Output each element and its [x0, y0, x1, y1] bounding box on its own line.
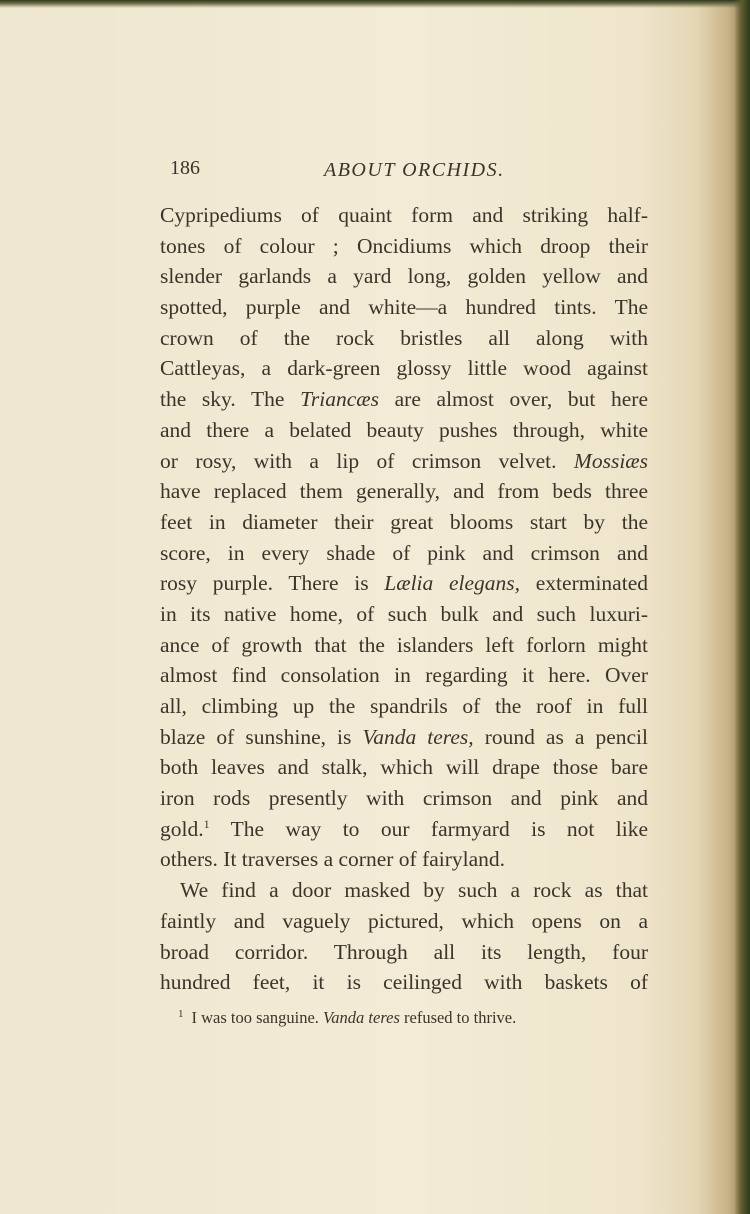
body-text: [160, 200, 648, 998]
page-number: 186: [170, 157, 200, 179]
text-line: [160, 660, 648, 691]
text-line: [160, 844, 648, 875]
text-segment: the sky. The: [160, 387, 301, 412]
footnote-reference: 1: [203, 816, 210, 831]
text-line: [160, 415, 648, 446]
text-segment: round as a pencil: [473, 724, 649, 749]
text-line: [160, 231, 648, 262]
text-line: [160, 722, 648, 753]
page-top-shadow: [0, 0, 750, 8]
text-line: [160, 752, 648, 783]
text-line-content: iron rods presently with crimson and pink and: [160, 786, 648, 811]
text-line: [160, 906, 648, 937]
text-line: [160, 630, 648, 661]
text-line: [160, 507, 648, 538]
text-line: [160, 814, 648, 845]
text-segment: blaze of sunshine, is: [160, 724, 363, 749]
text-line-content: almost find consolation in regarding it here. Over: [160, 663, 648, 688]
text-segment: or rosy, with a lip of crimson velvet.: [160, 448, 574, 473]
text-line-content: all, climbing up the spandrils of the roof in full: [160, 694, 648, 718]
italic-segment: Triancæs: [300, 387, 379, 412]
text-segment: are almost over, but here: [378, 387, 648, 412]
text-line: [160, 384, 648, 415]
text-line-content: Cattleyas, a dark-green glossy little wood against: [160, 356, 648, 381]
page-header: [170, 157, 650, 187]
footnote-mark: 1: [178, 1008, 184, 1020]
text-line: [160, 261, 648, 292]
text-line: [160, 323, 648, 354]
footnote: [178, 1008, 516, 1028]
italic-segment: Vanda teres,: [362, 724, 474, 749]
text-line: [160, 353, 648, 384]
text-line: [160, 783, 648, 814]
footnote-text-after: refused to thrive.: [399, 1008, 517, 1027]
text-line: [160, 476, 648, 507]
text-line-content: in its native home, of such bulk and such luxuri-: [160, 601, 648, 626]
text-line: [160, 691, 648, 722]
text-segment: gold.: [160, 816, 204, 841]
italic-segment: Mossiæs: [573, 448, 648, 473]
text-line-content: spotted, purple and white—a hundred tints. The: [160, 295, 648, 320]
text-line-content: ance of growth that the islanders left forlorn might: [160, 632, 648, 657]
page-binding-edge: [734, 0, 750, 1214]
text-segment: The way to our farmyard is not like: [209, 816, 648, 841]
text-line-content: broad corridor. Through all its length, four: [160, 939, 648, 964]
text-line-content: Cypripediums of quaint form and striking half-: [160, 203, 648, 227]
text-line-content: have replaced them generally, and from beds three: [160, 479, 648, 504]
text-line-content: hundred feet, it is ceilinged with baskets of: [160, 970, 648, 995]
text-line-content: both leaves and stalk, which will drape those bare: [160, 755, 648, 780]
text-line: [160, 568, 648, 599]
text-segment: rosy purple. There is: [160, 571, 385, 596]
footnote-text-before: I was too sanguine.: [191, 1008, 324, 1027]
text-segment: exterminated: [520, 571, 648, 596]
text-line-content: score, in every shade of pink and crimson and: [160, 540, 648, 565]
text-line-content: We find a door masked by such a rock as that: [180, 878, 648, 903]
footnote-italic: Vanda teres: [323, 1008, 400, 1027]
text-line-content: slender garlands a yard long, golden yellow and: [160, 264, 648, 289]
text-line-content: tones of colour ; Oncidiums which droop their: [160, 233, 648, 258]
text-line: [160, 937, 648, 968]
text-line: [160, 599, 648, 630]
running-head: ABOUT ORCHIDS.: [324, 159, 505, 181]
text-line: [160, 292, 648, 323]
text-line-content: faintly and vaguely pictured, which opens on a: [160, 908, 648, 933]
text-line: [160, 446, 648, 477]
text-line-content: and there a belated beauty pushes through, white: [160, 417, 648, 442]
text-line-content: others. It traverses a corner of fairyland.: [160, 847, 506, 872]
text-line-content: crown of the rock bristles all along with: [160, 325, 648, 350]
text-line: [160, 200, 648, 231]
text-line: [160, 967, 648, 998]
text-line-content: feet in diameter their great blooms start by the: [160, 509, 648, 534]
text-line: [160, 538, 648, 569]
italic-segment: Lælia elegans,: [384, 571, 521, 596]
text-line: [160, 875, 648, 906]
